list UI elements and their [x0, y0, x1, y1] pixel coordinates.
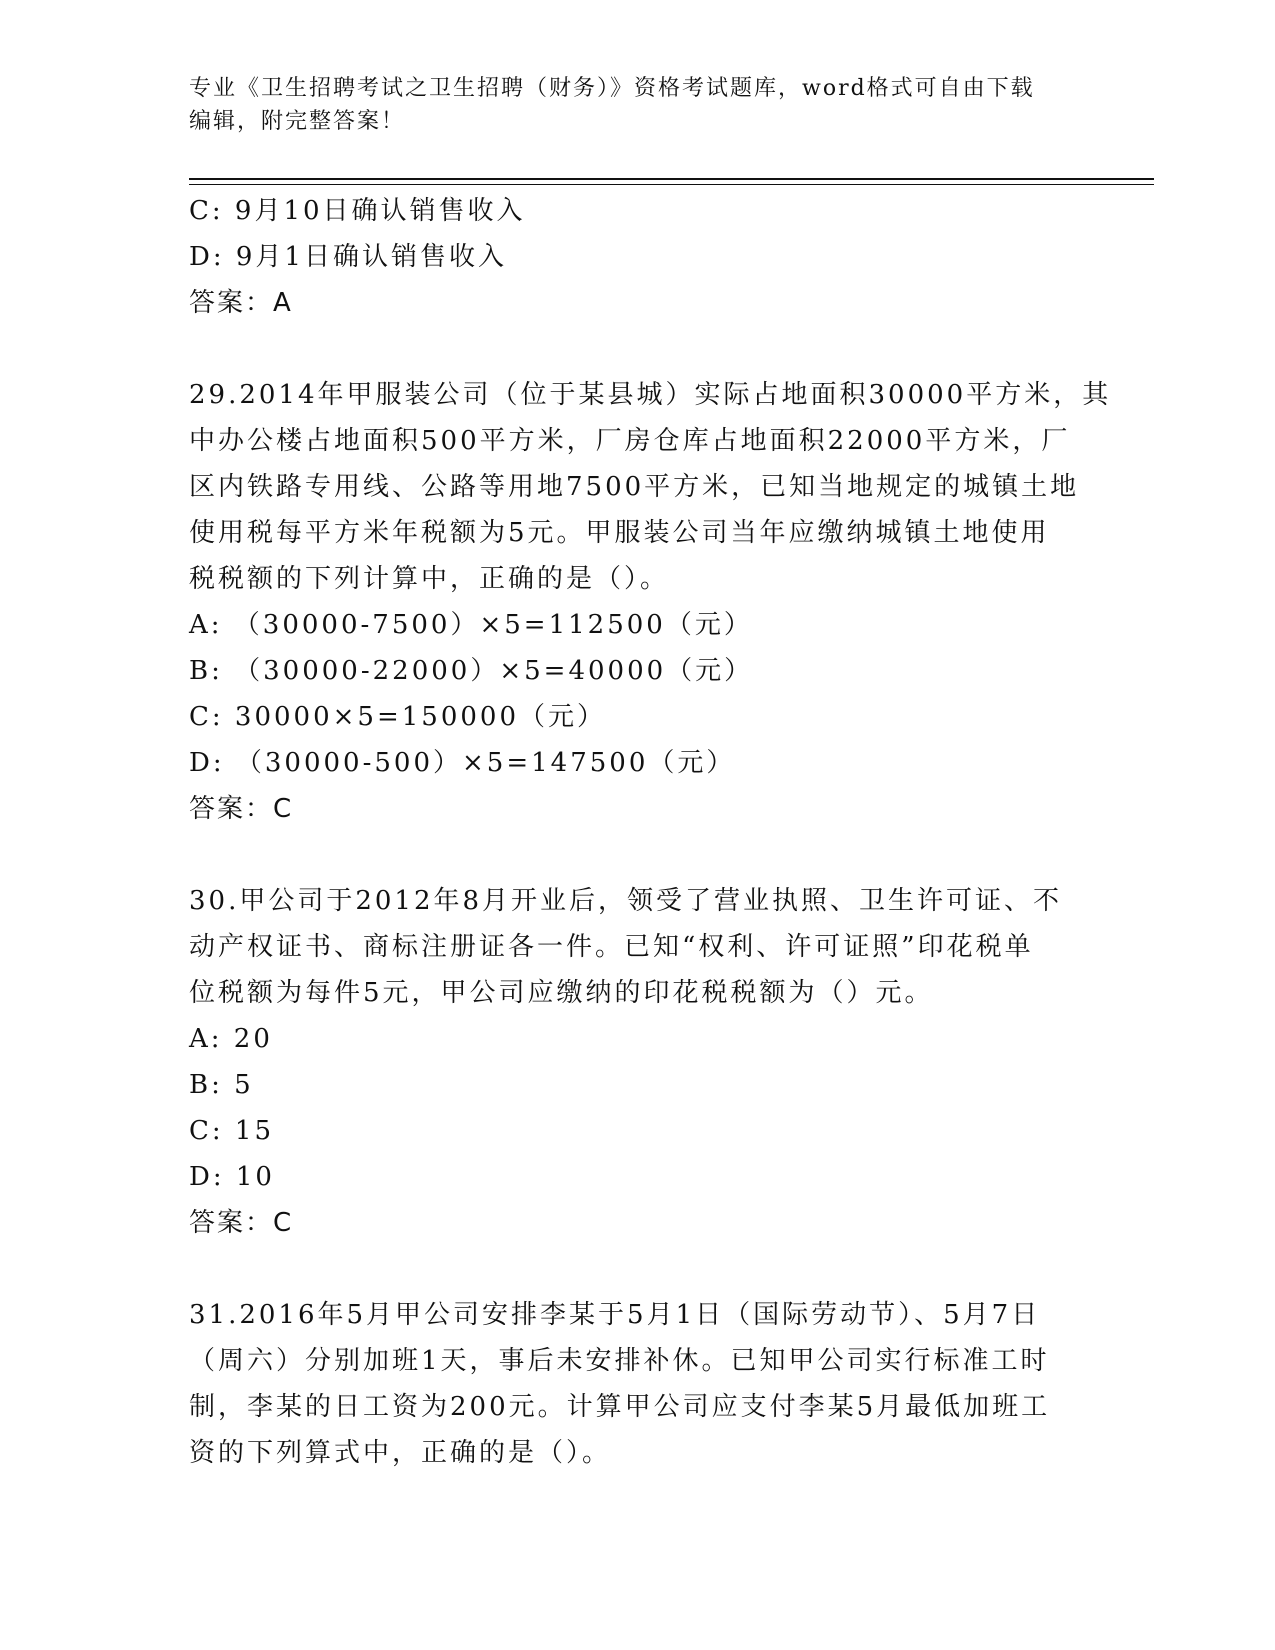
option-b: B: 5	[189, 1070, 254, 1100]
header-divider-thin	[189, 184, 1154, 185]
header-line-1: 专业《卫生招聘考试之卫生招聘（财务）》资格考试题库，word格式可自由下载	[189, 76, 1035, 101]
option-d: D: （30000-500）×5=147500（元）	[189, 748, 736, 778]
question-stem-line: 区内铁路专用线、公路等用地7500平方米，已知当地规定的城镇土地	[189, 472, 1080, 502]
header-line-2: 编辑，附完整答案！	[189, 109, 406, 134]
option-c: C: 9月10日确认销售收入	[189, 196, 526, 226]
answer-line: 答案：A	[189, 288, 293, 318]
question-stem-line: 使用税每平方米年税额为5元。甲服装公司当年应缴纳城镇土地使用	[189, 518, 1050, 548]
option-d: D: 10	[189, 1162, 275, 1192]
question-stem-line: 31.2016年5月甲公司安排李某于5月1日（国际劳动节）、5月7日	[189, 1300, 1041, 1330]
document-header	[189, 72, 1089, 138]
question-content	[189, 188, 1112, 1476]
option-c: C: 15	[189, 1116, 275, 1146]
question-stem-line: 制，李某的日工资为200元。计算甲公司应支付李某5月最低加班工	[189, 1392, 1051, 1422]
option-a: A: 20	[189, 1024, 273, 1054]
option-d: D: 9月1日确认销售收入	[189, 242, 507, 272]
question-stem-line: 位税额为每件5元，甲公司应缴纳的印花税税额为（）元。	[189, 978, 934, 1008]
question-29	[189, 372, 1112, 832]
question-stem-line: 资的下列算式中，正确的是（）。	[189, 1438, 612, 1468]
option-a: A: （30000-7500）×5=112500（元）	[189, 610, 753, 640]
question-stem-line: 动产权证书、商标注册证各一件。已知“权利、许可证照”印花税单	[189, 932, 1034, 962]
option-c: C: 30000×5=150000（元）	[189, 702, 606, 732]
question-31	[189, 1292, 1089, 1476]
question-stem-line: 税税额的下列计算中，正确的是（）。	[189, 564, 670, 594]
question-stem-line: 中办公楼占地面积500平方米，厂房仓库占地面积22000平方米，厂	[189, 426, 1071, 456]
option-b: B: （30000-22000）×5=40000（元）	[189, 656, 754, 686]
question-stem-line: 30.甲公司于2012年8月开业后，领受了营业执照、卫生许可证、不	[189, 886, 1063, 916]
answer-line: 答案：C	[189, 1208, 294, 1238]
question-28-tail	[189, 188, 1089, 326]
question-stem-line: 29.2014年甲服装公司（位于某县城）实际占地面积30000平方米，其	[189, 380, 1112, 410]
question-stem-line: （周六）分别加班1天，事后未安排补休。已知甲公司实行标准工时	[189, 1346, 1050, 1376]
answer-line: 答案：C	[189, 794, 294, 824]
question-30	[189, 878, 1089, 1246]
header-divider-thick	[189, 178, 1154, 180]
